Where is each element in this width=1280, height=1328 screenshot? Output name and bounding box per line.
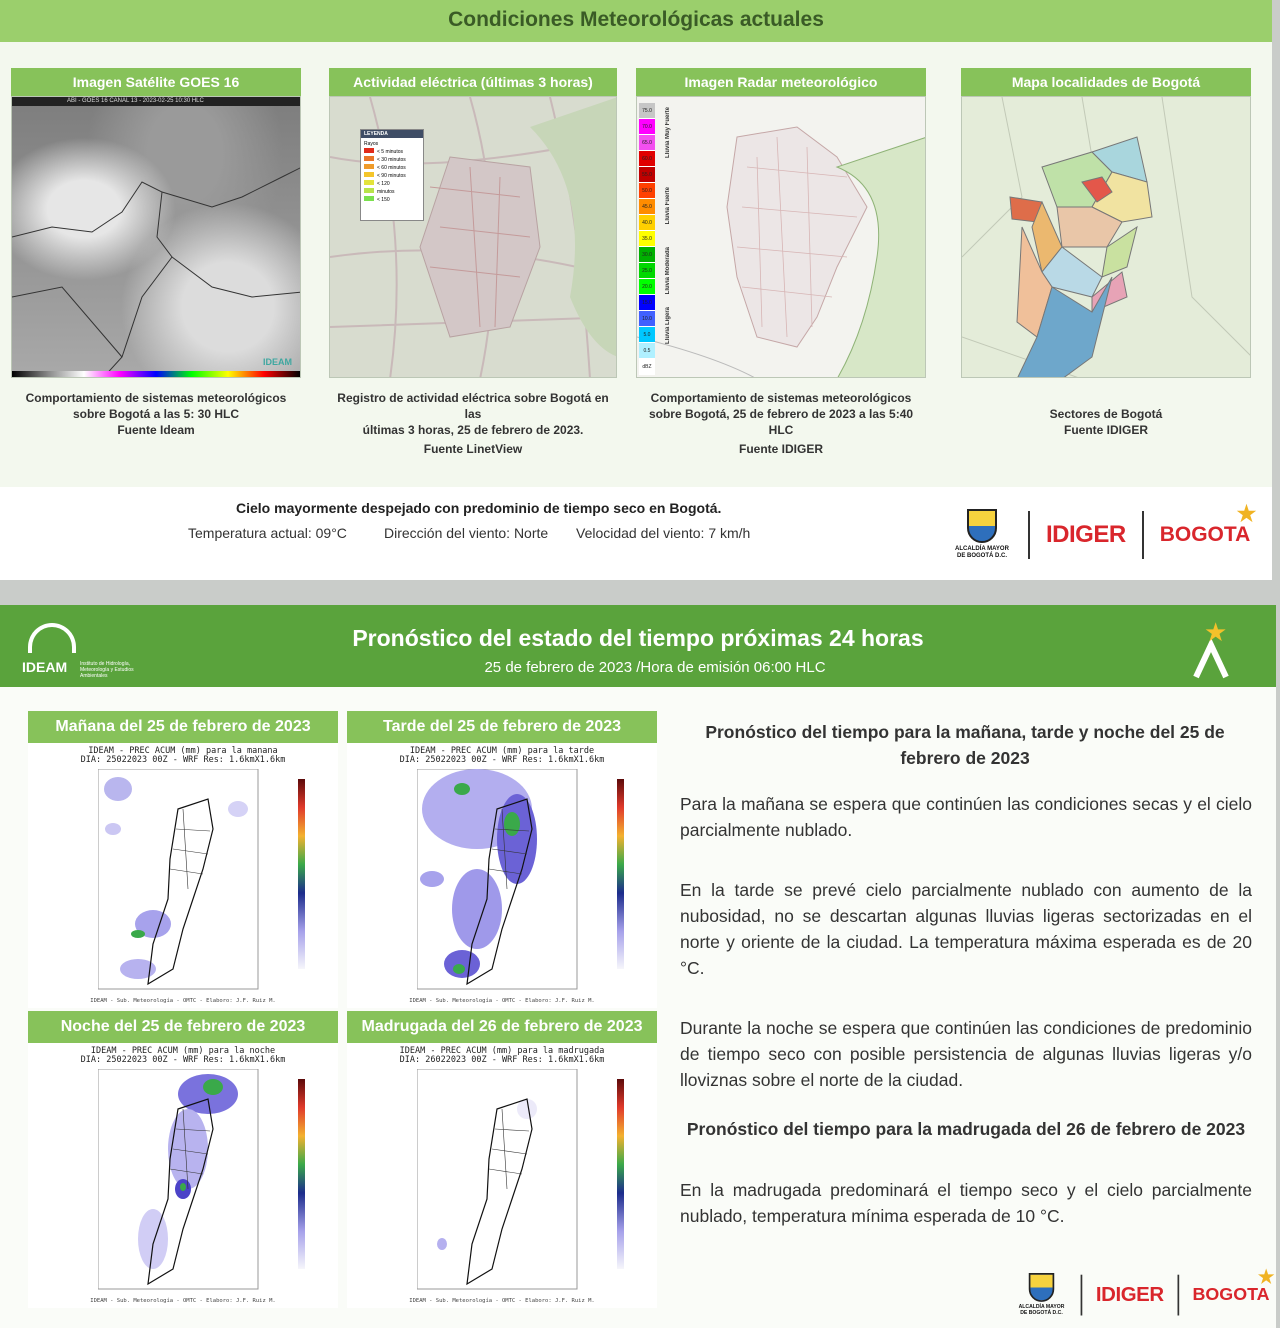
radar-scale-value: 20.0 <box>639 279 655 295</box>
lightning-map-image[interactable] <box>329 96 617 378</box>
forecast-panel <box>0 605 1276 1328</box>
forecast-dawn-text: En la madrugada predominará el tiempo seco y el cielo parcialmente nublado, temperatura mínima esperada de 10 °C. <box>680 1180 1252 1226</box>
radar-scale-value: 5.0 <box>639 327 655 343</box>
radar-image[interactable] <box>636 96 926 378</box>
tile-caption: Sectores de Bogotá Fuente IDIGER <box>1049 407 1163 437</box>
map-afternoon <box>347 711 657 1008</box>
alcaldia-shield-icon <box>967 509 997 543</box>
precip-map <box>417 1069 657 1294</box>
svg-text:★: ★ <box>1204 618 1228 648</box>
map-header: Madrugada del 26 de febrero de 2023 <box>347 1011 657 1043</box>
lightning-tile <box>329 68 617 457</box>
section-title: Condiciones Meteorológicas actuales <box>0 0 1272 42</box>
tile-caption: Comportamiento de sistemas meteorológicos sobre Bogotá a las 5: 30 HLC Fuente Ideam <box>25 391 287 437</box>
star-icon: ★ <box>1236 500 1257 526</box>
radar-scale-value: 15.0 <box>639 295 655 311</box>
map-header: Mañana del 25 de febrero de 2023 <box>28 711 338 743</box>
radar-scale-value: 10.0 <box>639 311 655 327</box>
ideam-logo: IDEAM Instituto de Hidrología, Meteorología y Estudios Ambientales <box>22 623 70 675</box>
forecast-dawn-heading: Pronóstico del tiempo para la madrugada del 26 de febrero de 2023 <box>686 1119 1246 1139</box>
radar-scale-value: 50.0 <box>639 183 655 199</box>
logo-divider <box>1142 511 1144 559</box>
alcaldia-shield-icon <box>1029 1273 1055 1302</box>
map-header: Tarde del 25 de febrero de 2023 <box>347 711 657 743</box>
satellite-overlay-text: ABI - GOES 16 CANAL 13 - 2023-02-25 10:30 HLC <box>12 97 300 106</box>
radar-scale-value: 30.0 <box>639 247 655 263</box>
precip-map <box>98 769 338 994</box>
map-title: IDEAM - PREC ACUM (mm) para la manana DIA: 25022023 00Z - WRF Res: 1.6kmX1.6km <box>80 746 286 765</box>
radar-scale-value: 60.0 <box>639 151 655 167</box>
tile-caption: Comportamiento de sistemas meteorológicos sobre Bogotá, 25 de febrero de 2023 a las 5:40 HLC Fuente IDIGER <box>648 391 914 456</box>
precip-colorbar <box>298 779 305 969</box>
satellite-image[interactable] <box>11 96 301 378</box>
radar-map <box>637 97 926 378</box>
tile-header: Imagen Satélite GOES 16 <box>11 68 301 96</box>
band-moderate: Lluvia Moderada <box>665 247 671 295</box>
map-night <box>28 1011 338 1308</box>
map-header: Noche del 25 de febrero de 2023 <box>28 1011 338 1043</box>
forecast-morning-text: Para la mañana se espera que continúen las condiciones secas y el cielo parcialmente nublado. <box>680 794 1252 840</box>
tile-header: Imagen Radar meteorológico <box>636 68 926 96</box>
conditions-summary: Cielo mayormente despejado con predominio de tiempo seco en Bogotá. <box>236 500 722 516</box>
map-credit: IDEAM - Sub. Meteorología - OMTC - Elaboro: J.F. Ruiz M. <box>90 998 276 1004</box>
idiger-logo: IDIGER <box>1046 520 1126 548</box>
radar-scale-values <box>639 103 655 375</box>
tile-header: Actividad eléctrica (últimas 3 horas) <box>329 68 617 96</box>
radar-scale-value: 0.5 <box>639 343 655 359</box>
radar-scale-value: 40.0 <box>639 215 655 231</box>
localities-map <box>962 97 1251 378</box>
localities-tile <box>961 68 1251 438</box>
star-icon: ★ <box>1257 1265 1275 1288</box>
satellite-colorbar <box>12 371 300 377</box>
bogota-logo: BOGOTA ★ <box>1192 1265 1275 1305</box>
idiger-logo: IDIGER <box>1095 1282 1164 1306</box>
wind-direction: Dirección del viento: Norte <box>384 525 549 541</box>
conditions-strip <box>0 487 1272 580</box>
radar-scale-value: 65.0 <box>639 135 655 151</box>
forecast-title: Pronóstico del estado del tiempo próximas 24 horas <box>352 625 924 651</box>
current-conditions-panel <box>0 0 1272 580</box>
map-morning <box>28 711 338 1008</box>
current-temperature: Temperatura actual: 09°C <box>188 525 347 541</box>
tile-header: Mapa localidades de Bogotá <box>961 68 1251 96</box>
forecast-afternoon-text: En la tarde se prevé cielo parcialmente nublado con aumento de la nubosidad, no se descartan algunas lluvias ligeras sectorizadas en el norte y oriente de la ciudad. La temperatura máxima esperada es de 20 °C. <box>680 880 1252 978</box>
wind-speed: Velocidad del viento: 7 km/h <box>576 525 751 541</box>
map-image[interactable] <box>28 743 338 1008</box>
forecast-subtitle: 25 de febrero de 2023 /Hora de emisión 06:00 HLC <box>484 659 826 676</box>
partner-logos-bottom <box>1016 1265 1275 1316</box>
band-light: Lluvia Ligera <box>665 307 671 345</box>
logo-divider <box>1028 511 1030 559</box>
tile-caption: Registro de actividad eléctrica sobre Bogotá en las últimas 3 horas, 25 de febrero de 2023. Fuente LinetView <box>337 391 609 456</box>
partner-logos <box>952 500 1257 560</box>
radar-scale-value: 75.0 <box>639 103 655 119</box>
map-image[interactable] <box>347 743 657 1008</box>
map-image[interactable] <box>347 1043 657 1308</box>
radar-scale-value: dBZ <box>639 359 655 375</box>
map-credit: IDEAM - Sub. Meteorología - OMTC - Elaboro: J.F. Ruiz M. <box>409 998 595 1004</box>
alcaldia-logo: ALCALDÍA MAYOR DE BOGOTÁ D.C. <box>952 509 1012 560</box>
map-title: IDEAM - PREC ACUM (mm) para la tarde DIA: 25022023 00Z - WRF Res: 1.6kmX1.6km <box>399 746 605 765</box>
satellite-borders <box>12 97 301 378</box>
radar-scale-value: 70.0 <box>639 119 655 135</box>
map-dawn <box>347 1011 657 1308</box>
band-very-strong: Lluvia Muy Fuerte <box>665 107 671 159</box>
forecast-header <box>0 605 1276 687</box>
precip-map <box>98 1069 338 1294</box>
radar-scale-value: 35.0 <box>639 231 655 247</box>
radar-scale-value: 55.0 <box>639 167 655 183</box>
ideam-watermark: IDEAM <box>263 357 292 367</box>
satellite-tile <box>11 68 301 438</box>
forecast-day-heading: Pronóstico del tiempo para la mañana, tarde y noche del 25 de febrero de 2023 <box>705 722 1225 768</box>
localities-map-image[interactable] <box>961 96 1251 378</box>
map-credit: IDEAM - Sub. Meteorología - OMTC - Elaboro: J.F. Ruiz M. <box>90 1298 276 1304</box>
map-image[interactable] <box>28 1043 338 1308</box>
alcaldia-logo: ALCALDÍA MAYOR DE BOGOTÁ D.C. <box>1016 1273 1067 1316</box>
lightning-legend: LEYENDA Rayos < 5 minutos < 30 minutos < 60 minutos < 90 minutos < 120 minutos < 150 <box>360 129 424 221</box>
bogota-a-icon <box>1186 615 1236 679</box>
radar-scale-value: 25.0 <box>639 263 655 279</box>
logo-divider <box>1081 1274 1083 1315</box>
logo-divider <box>1177 1274 1179 1315</box>
band-strong: Lluvia Fuerte <box>665 187 671 225</box>
bogota-logo: BOGOTA ★ <box>1159 500 1257 546</box>
radar-scale-value: 45.0 <box>639 199 655 215</box>
precip-map <box>417 769 657 994</box>
forecast-night-text: Durante la noche se espera que continúen las condiciones de predominio de tiempo seco con posible persistencia de algunas lluvias ligeras y/o lloviznas sobre el norte de la ciudad. <box>680 1018 1252 1090</box>
map-title: IDEAM - PREC ACUM (mm) para la madrugada DIA: 26022023 00Z - WRF Res: 1.6kmX1.6km <box>399 1046 605 1065</box>
map-title: IDEAM - PREC ACUM (mm) para la noche DIA: 25022023 00Z - WRF Res: 1.6kmX1.6km <box>80 1046 286 1065</box>
map-credit: IDEAM - Sub. Meteorología - OMTC - Elaboro: J.F. Ruiz M. <box>409 1298 595 1304</box>
radar-tile <box>636 68 926 457</box>
